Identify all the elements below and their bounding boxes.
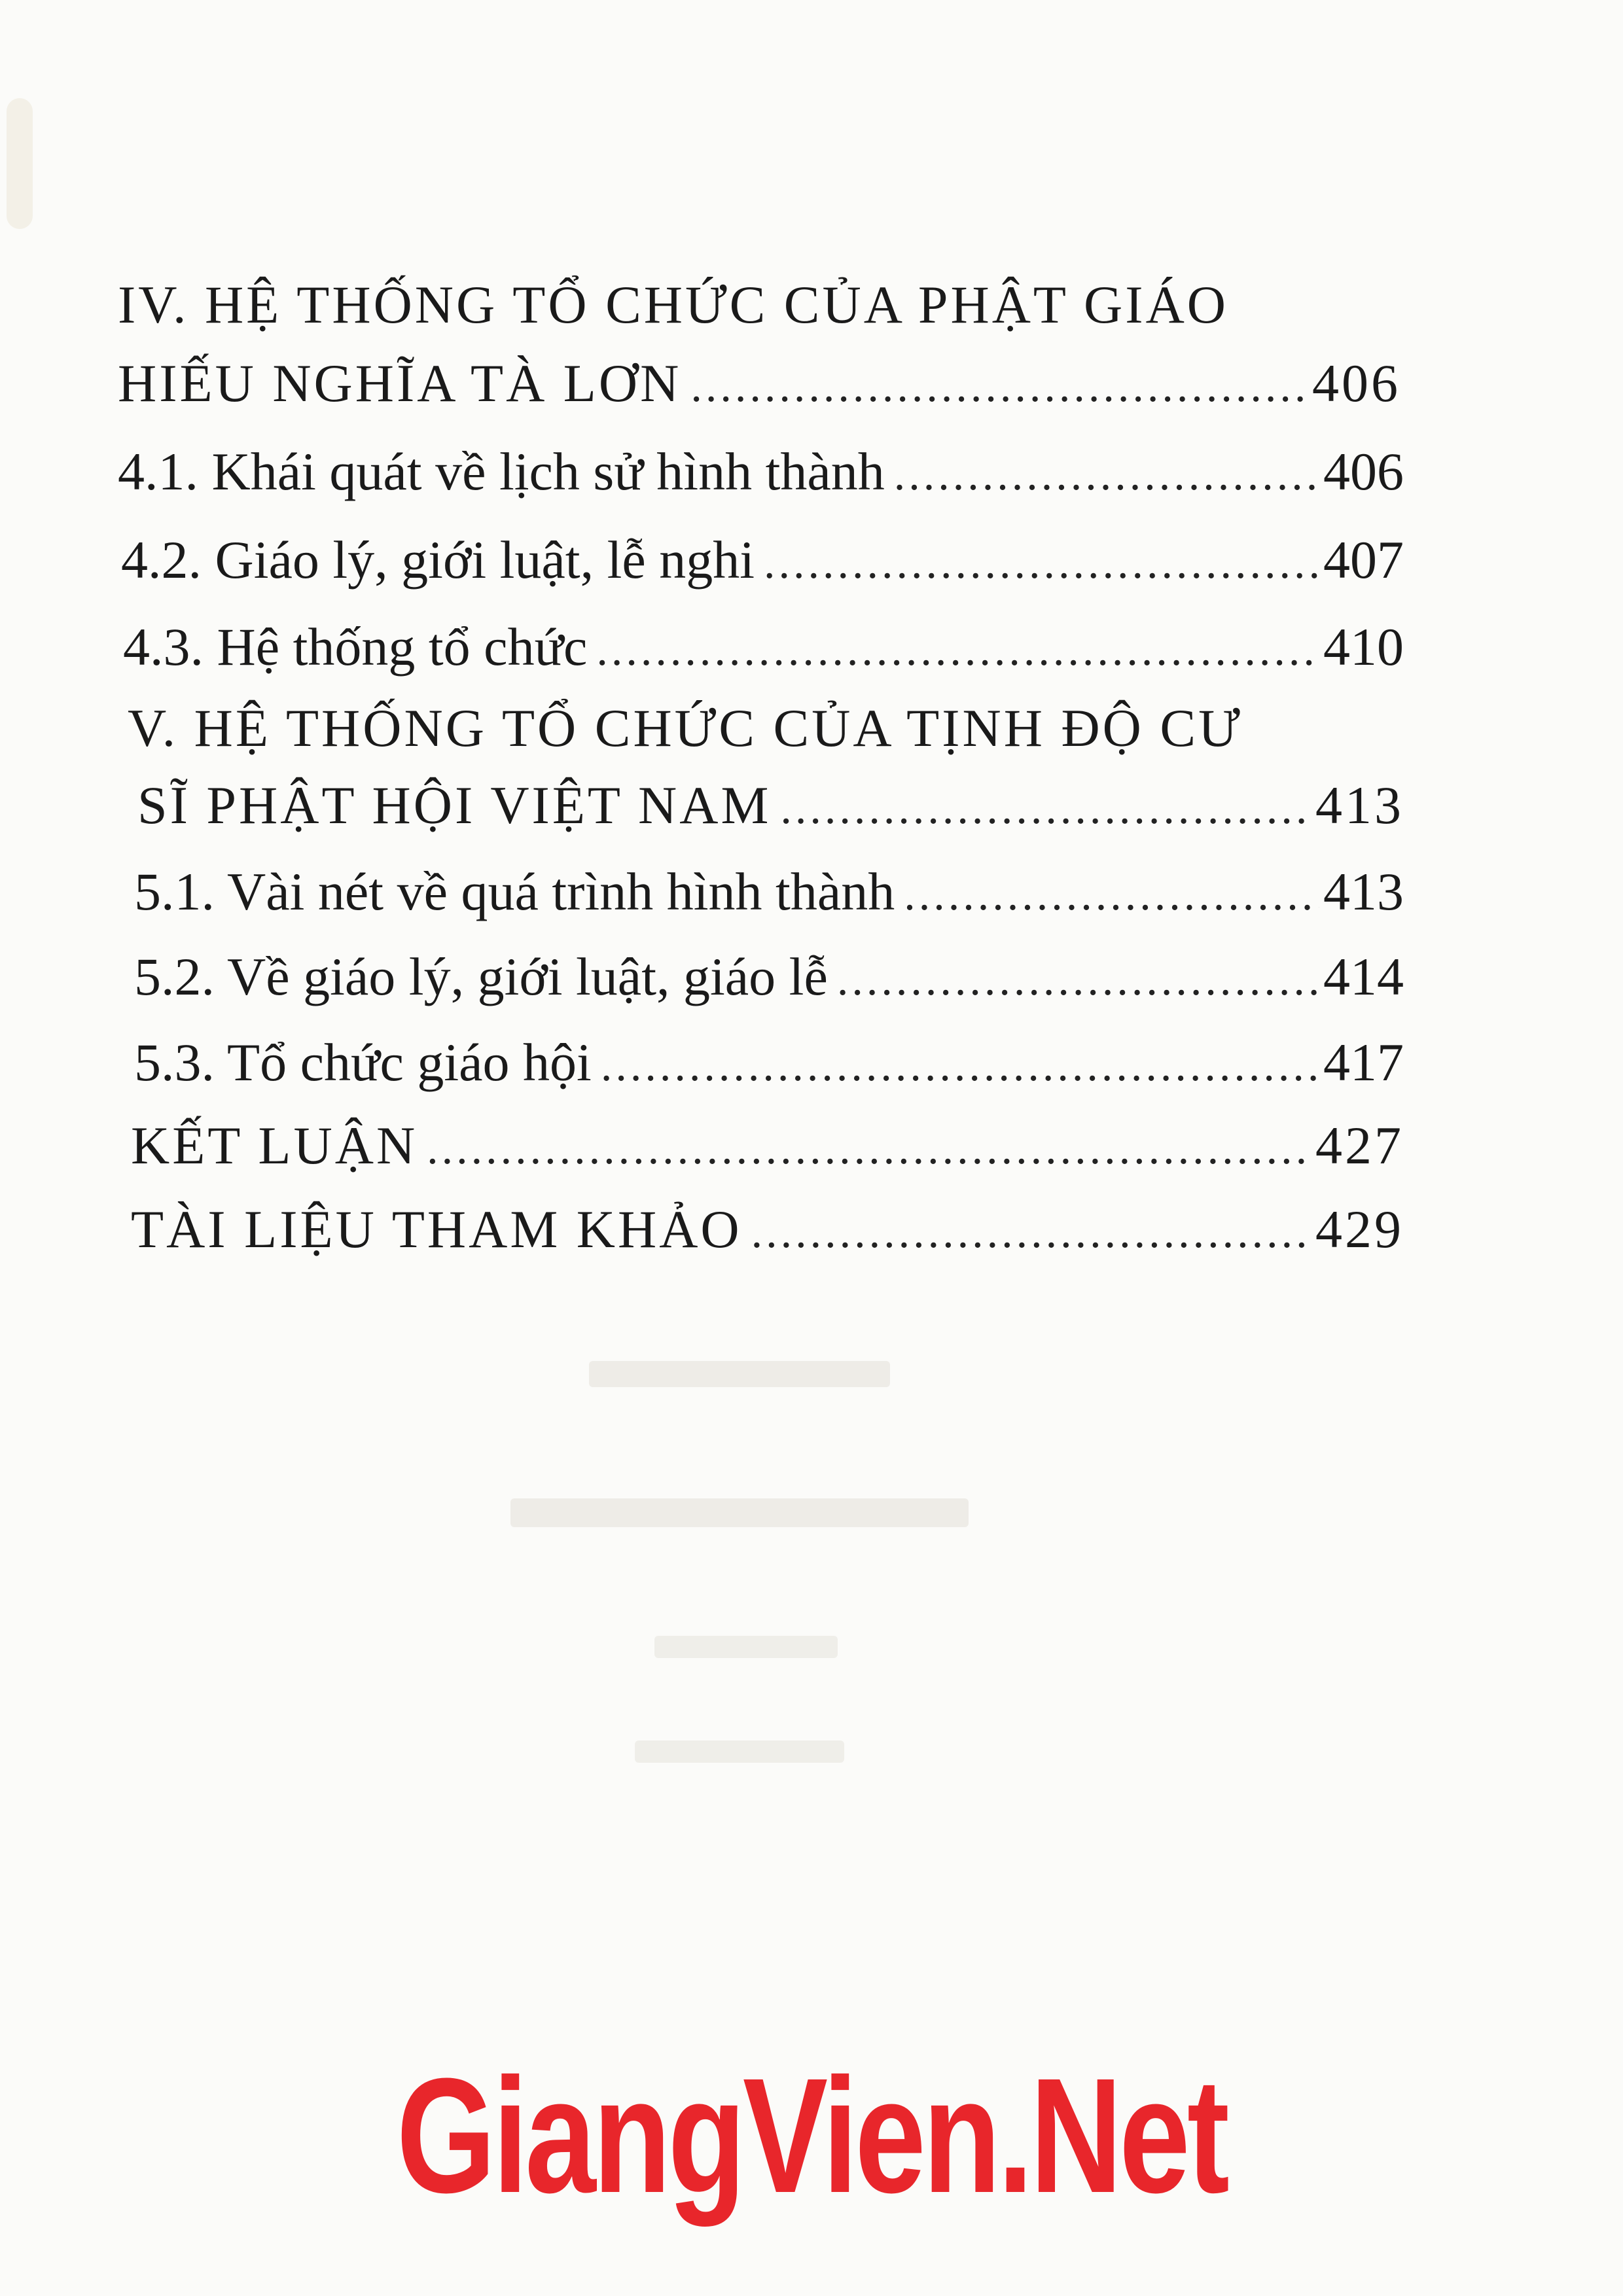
bleed-through-mark (589, 1361, 890, 1387)
dot-leader (780, 786, 1311, 832)
dot-leader (894, 452, 1319, 498)
toc-section-5-title-text-1: V. HỆ THỐNG TỔ CHỨC CỦA TỊNH ĐỘ CƯ (128, 698, 1243, 758)
toc-item-label: 4.1. Khái quát về lịch sử hình thành (118, 442, 885, 501)
toc-page-number: 417 (1323, 1033, 1404, 1092)
dot-leader (690, 364, 1308, 410)
dot-leader (427, 1126, 1311, 1172)
toc-section-5-title-line1 (128, 698, 1404, 758)
bleed-through-mark (654, 1636, 838, 1658)
toc-item-5-3[interactable] (134, 1033, 1404, 1092)
toc-item-label: 4.3. Hệ thống tổ chức (123, 617, 588, 677)
bleed-through-mark (510, 1498, 969, 1527)
toc-section-4-title-text-1: IV. HỆ THỐNG TỔ CHỨC CỦA PHẬT GIÁO (118, 275, 1229, 334)
toc-item-label: 5.2. Về giáo lý, giới luật, giáo lễ (134, 947, 828, 1006)
bleed-through-mark (635, 1740, 844, 1763)
toc-page-number: 429 (1315, 1199, 1404, 1259)
watermark-logo: GiangVien.Net (396, 2044, 1227, 2227)
toc-section-5-entry[interactable] (137, 775, 1404, 835)
toc-section-4-title-text-2: HIẾU NGHĨA TÀ LƠN (118, 353, 682, 413)
toc-page-number: 410 (1323, 617, 1404, 677)
dot-leader (596, 627, 1319, 673)
dot-leader (601, 1043, 1319, 1089)
toc-conclusion[interactable] (131, 1116, 1404, 1175)
dot-leader (904, 872, 1319, 918)
toc-item-4-3[interactable] (123, 617, 1404, 677)
toc-section-5-title-text-2: SĨ PHẬT HỘI VIỆT NAM (137, 775, 772, 835)
toc-item-label: KẾT LUẬN (131, 1116, 418, 1175)
toc-item-4-2[interactable] (121, 530, 1404, 590)
dot-leader (837, 957, 1319, 1003)
toc-references[interactable] (131, 1199, 1404, 1259)
toc-page-number: 407 (1323, 530, 1404, 590)
toc-item-label: 5.3. Tổ chức giáo hội (134, 1033, 592, 1092)
toc-item-label: TÀI LIỆU THAM KHẢO (131, 1199, 742, 1259)
toc-page-number: 406 (1323, 442, 1404, 501)
toc-section-4-entry[interactable] (118, 353, 1400, 413)
page-edge-stain (7, 98, 33, 229)
toc-item-5-1[interactable] (134, 862, 1404, 921)
toc-page-number: 413 (1323, 862, 1404, 921)
toc-item-5-2[interactable] (134, 947, 1404, 1006)
toc-page-number: 406 (1312, 353, 1400, 413)
toc-item-label: 4.2. Giáo lý, giới luật, lễ nghi (121, 530, 755, 590)
toc-page-number: 414 (1323, 947, 1404, 1006)
toc-item-label: 5.1. Vài nét về quá trình hình thành (134, 862, 895, 921)
toc-page-number: 413 (1315, 775, 1404, 835)
toc-section-4-title-line1 (118, 275, 1400, 334)
dot-leader (764, 540, 1319, 586)
toc-page-number: 427 (1315, 1116, 1404, 1175)
toc-item-4-1[interactable] (118, 442, 1404, 501)
dot-leader (751, 1210, 1311, 1256)
